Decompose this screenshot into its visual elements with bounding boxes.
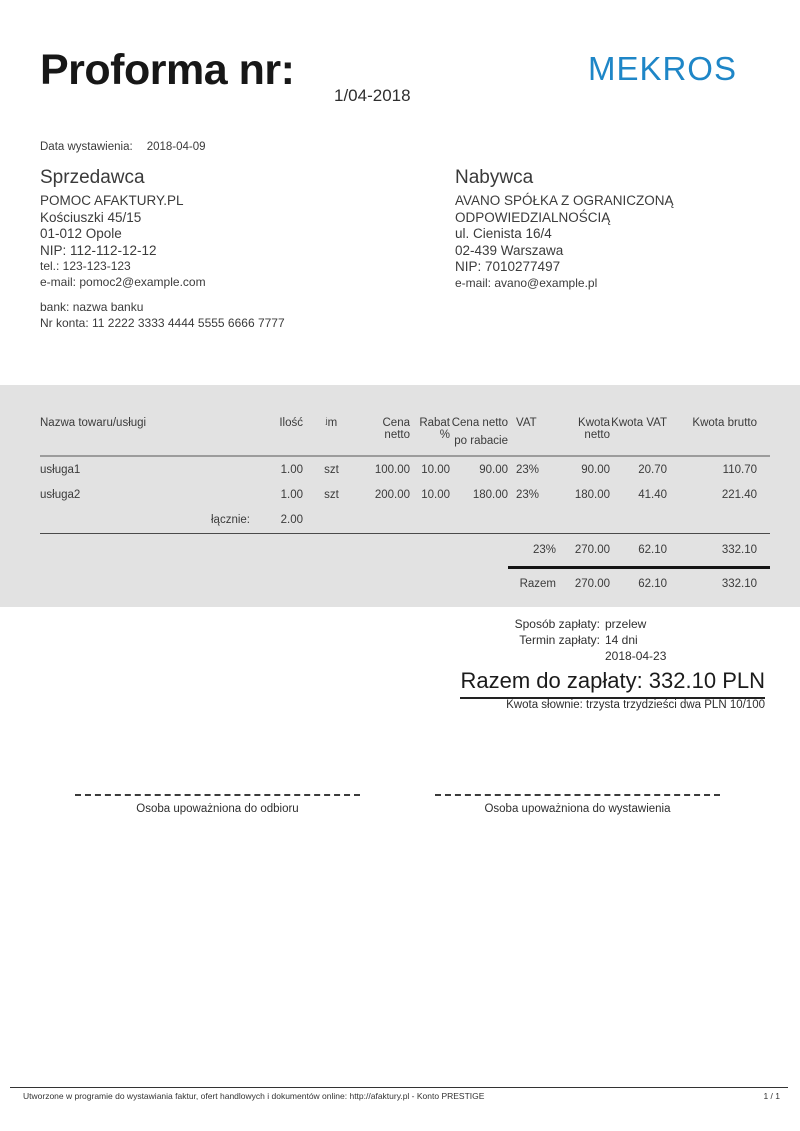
table-row [40, 482, 770, 507]
col-unit: ʲm [303, 415, 360, 456]
seller-bank: bank: nazwa banku [40, 300, 144, 314]
summary-net: 270.00 [574, 544, 610, 556]
seller-street: Kościuszki 45/15 [40, 209, 142, 225]
payment-due-date-row [430, 648, 775, 664]
col-price-after [450, 415, 508, 456]
seller-heading: Sprzedawca [40, 167, 145, 188]
col-net: Kwota netto [556, 415, 610, 456]
razem-gross: 332.10 [667, 568, 770, 600]
item-qty: 1.00 [280, 488, 303, 501]
razem-label: Razem [508, 568, 556, 600]
razem-vat-amount: 62.10 [610, 568, 667, 600]
item-discount: 10.00 [421, 488, 450, 501]
total-label: łącznie: [40, 507, 250, 534]
seller-city: 01-012 Opole [40, 226, 122, 241]
seller-account: Nr konta: 11 2222 3333 4444 5555 6666 7777 [40, 315, 285, 330]
seller-block [40, 167, 400, 331]
item-unit: szt [324, 488, 339, 501]
item-vat: 23% [516, 488, 540, 501]
item-price: 100.00 [374, 463, 410, 476]
vat-summary-row [40, 534, 770, 568]
buyer-street: ul. Cienista 16/4 [455, 226, 552, 241]
summary-gross: 332.10 [721, 544, 757, 556]
payment-due-date: 2018-04-23 [605, 649, 667, 663]
company-logo: MEKROS [587, 50, 737, 87]
footer-divider [10, 1087, 788, 1088]
items-header-row [40, 415, 770, 456]
summary-vat-amount: 62.10 [638, 544, 667, 556]
col-vat: VAT [508, 415, 556, 456]
col-qty: Ilość [250, 415, 303, 456]
items-table [40, 415, 770, 600]
summary-vat-rate: 23% [532, 544, 556, 556]
seller-email: e-mail: pomoc2@example.com [40, 274, 206, 289]
col-price: Cena netto [360, 415, 410, 456]
summary-filler [40, 534, 508, 568]
razem-net: 270.00 [556, 568, 610, 600]
col-gross: Kwota brutto [667, 415, 770, 456]
payment-method-value: przelew [605, 617, 647, 631]
quantity-total-row [40, 507, 770, 534]
buyer-nip: NIP: 7010277497 [455, 259, 561, 274]
signature-issuer-caption: Osoba upoważniona do wystawienia [484, 803, 671, 815]
item-price-after: 90.00 [479, 463, 508, 476]
buyer-city: 02-439 Warszawa [455, 242, 564, 258]
buyer-block [455, 167, 705, 291]
col-discount: Rabat % [410, 415, 450, 456]
payment-method-row [430, 616, 775, 632]
item-discount: 10.00 [421, 463, 450, 476]
seller-name: POMOC AFAKTURY.PL [40, 193, 184, 208]
item-name: usługa2 [40, 488, 81, 501]
signature-line [435, 794, 720, 796]
item-unit: szt [324, 463, 339, 476]
signature-receiver [75, 794, 360, 815]
payment-term-label: Termin zapłaty: [519, 633, 600, 647]
issue-date-label: Data wystawienia: [40, 141, 133, 153]
page-number: 1 / 1 [763, 1091, 780, 1101]
col-vat-amount: Kwota VAT [610, 415, 667, 456]
item-gross: 110.70 [722, 463, 757, 476]
issue-date-row [40, 141, 206, 153]
signature-line [75, 794, 360, 796]
signature-issuer [435, 794, 720, 815]
payment-due-date-spacer [430, 648, 600, 664]
payment-method-label: Sposób zapłaty: [514, 617, 600, 631]
item-gross: 221.40 [721, 488, 757, 501]
document-title: Proforma nr: [40, 46, 295, 94]
col-name: Nazwa towaru/usługi [40, 415, 250, 456]
document-number: 1/04-2018 [334, 86, 411, 105]
item-net: 90.00 [581, 463, 610, 476]
payment-term-value: 14 dni [605, 633, 638, 647]
buyer-name: AVANO SPÓŁKA Z OGRANICZONĄ ODPOWIEDZIALNOŚCIĄ [455, 193, 674, 225]
item-vat-amount: 41.40 [638, 488, 667, 501]
seller-phone: tel.: 123-123-123 [40, 259, 131, 273]
item-price-after: 180.00 [472, 488, 508, 501]
footer-credit: Utworzone w programie do wystawiania faktur, ofert handlowych i dokumentów online: http://afaktury.pl - Konto PRESTIGE [23, 1091, 485, 1101]
payment-block [430, 616, 775, 664]
payment-term-row [430, 632, 775, 648]
buyer-heading: Nabywca [455, 167, 534, 188]
col-price-after-line2: po rabacie [454, 435, 508, 447]
amount-in-words: Kwota słownie: trzysta trzydzieści dwa PLN 10/100 [506, 699, 765, 711]
items-section [0, 385, 800, 607]
signature-receiver-caption: Osoba upoważniona do odbioru [136, 803, 299, 815]
item-qty: 1.00 [280, 463, 303, 476]
item-net: 180.00 [574, 488, 610, 501]
total-qty: 2.00 [250, 507, 303, 534]
seller-spacer [40, 290, 400, 300]
summary-filler [40, 568, 508, 600]
item-price: 200.00 [374, 488, 410, 501]
grand-total-row [40, 568, 770, 600]
total-row-filler [303, 507, 770, 534]
item-vat-amount: 20.70 [638, 463, 667, 476]
item-name: usługa1 [40, 463, 81, 476]
buyer-email: e-mail: avano@example.pl [455, 275, 598, 290]
item-vat: 23% [516, 463, 540, 476]
total-due: Razem do zapłaty: 332.10 PLN [460, 668, 765, 699]
table-row [40, 456, 770, 482]
seller-nip: NIP: 112-112-12-12 [40, 242, 157, 258]
col-price-after-line1: Cena netto [451, 417, 508, 429]
issue-date-value: 2018-04-09 [146, 141, 206, 153]
